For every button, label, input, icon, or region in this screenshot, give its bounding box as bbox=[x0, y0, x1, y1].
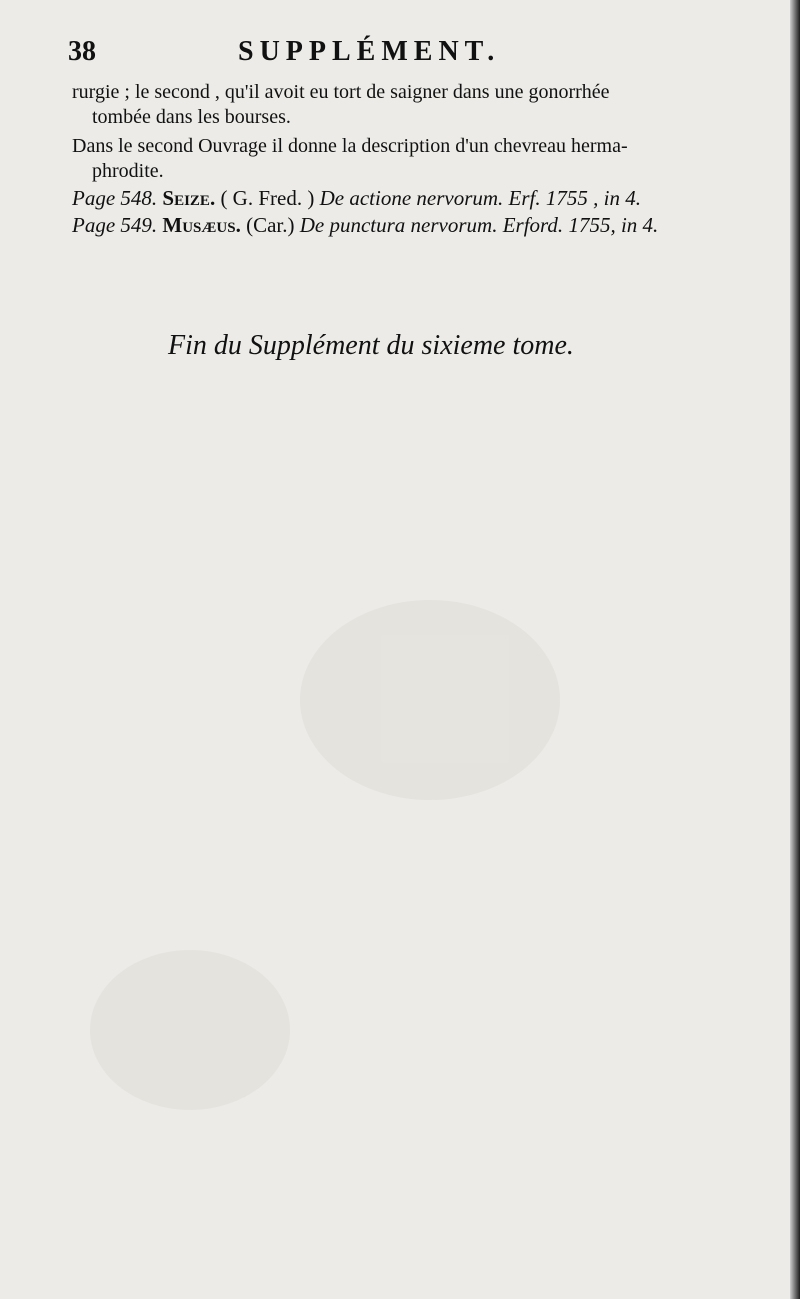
entry-title: De actione nervorum. bbox=[319, 186, 504, 210]
entry-title: De punctura nervorum. bbox=[299, 213, 498, 237]
page-header bbox=[68, 36, 728, 70]
continuation-line: tombée dans les bourses. bbox=[92, 106, 291, 128]
body-text bbox=[72, 80, 742, 238]
entry-details: 1755, in 4. bbox=[568, 213, 659, 237]
entry-author: Musæus. bbox=[162, 213, 241, 237]
entry-page-ref: Page 548. bbox=[72, 186, 158, 210]
page-number: 38 bbox=[68, 36, 96, 67]
running-title: SUPPLÉMENT. bbox=[238, 36, 501, 67]
entry-page-ref: Page 549. bbox=[72, 213, 158, 237]
bibliography-entry bbox=[72, 186, 742, 211]
note-line: Dans le second Ouvrage il donne la description d'un chevreau herma- bbox=[72, 135, 628, 157]
bibliography-entry bbox=[72, 213, 742, 238]
page-edge-shadow bbox=[790, 0, 800, 1299]
entry-details: 1755 , in 4. bbox=[545, 186, 641, 210]
entry-author: Seize. bbox=[162, 186, 216, 210]
note-line: phrodite. bbox=[92, 160, 164, 182]
entry-place: Erford. bbox=[502, 213, 564, 237]
closing-line: Fin du Supplément du sixieme tome. bbox=[168, 330, 574, 361]
entry-names: (Car.) bbox=[246, 213, 295, 237]
continuation-line: rurgie ; le second , qu'il avoit eu tort de saigner dans une gonorrhée bbox=[72, 81, 610, 103]
entry-place: Erf. bbox=[508, 186, 541, 210]
entry-names: ( G. Fred. ) bbox=[220, 186, 315, 210]
